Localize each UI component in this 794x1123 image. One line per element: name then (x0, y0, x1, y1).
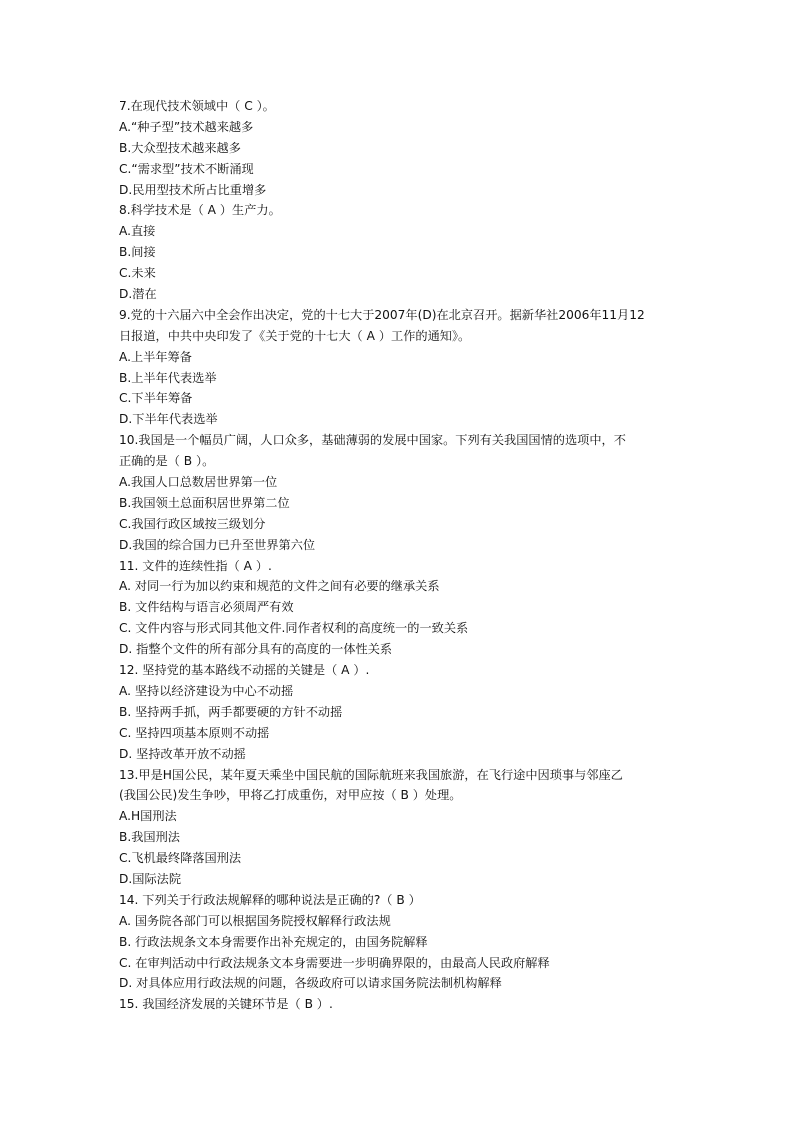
q8-option-c: C.未来 (119, 266, 156, 281)
q11-option-d: D. 指整个文件的所有部分具有的高度的一体性关系 (119, 642, 393, 657)
q12-option-d: D. 坚持改革开放不动摇 (119, 746, 246, 761)
q13-option-a: A.H国刑法 (119, 809, 177, 824)
q9-option-b: B.上半年代表选举 (119, 370, 217, 385)
q10-option-d: D.我国的综合国力已升至世界第六位 (119, 537, 316, 552)
q10-option-b: B.我国领土总面积居世界第二位 (119, 495, 290, 510)
document-body (119, 96, 719, 1015)
q7-option-c: C.“需求型”技术不断涌现 (119, 161, 254, 176)
q14-option-b: B. 行政法规条文本身需要作出补充规定的，由国务院解释 (119, 934, 428, 949)
q12-option-a: A. 坚持以经济建设为中心不动摇 (119, 683, 294, 698)
q11-option-c: C. 文件内容与形式同其他文件.同作者权利的高度统一的一致关系 (119, 621, 469, 636)
question-12: 12. 坚持党的基本路线不动摇的关键是（ A ）. (119, 663, 370, 678)
question-15: 15. 我国经济发展的关键环节是（ B ）. (119, 997, 333, 1012)
q13-option-d: D.国际法院 (119, 871, 182, 886)
q9-option-d: D.下半年代表选举 (119, 412, 218, 427)
question-9-line-2: 日报道，中共中央印发了《关于党的十七大（ A ）工作的通知》。 (119, 328, 471, 343)
q8-option-b: B.间接 (119, 245, 156, 260)
q11-option-b: B. 文件结构与语言必须周严有效 (119, 600, 294, 615)
question-9-line-1: 9.党的十六届六中全会作出决定，党的十七大于2007年(D)在北京召开。据新华社2006年11月12 (119, 307, 645, 322)
q11-option-a: A. 对同一行为加以约束和规范的文件之间有必要的继承关系 (119, 579, 440, 594)
q9-option-a: A.上半年筹备 (119, 349, 192, 364)
q9-option-c: C.下半年筹备 (119, 391, 193, 406)
q12-option-b: B. 坚持两手抓，两手都要硬的方针不动摇 (119, 704, 343, 719)
q13-option-c: C.飞机最终降落国刑法 (119, 851, 242, 866)
question-13-line-2: (我国公民)发生争吵，甲将乙打成重伤，对甲应按（ B ）处理。 (119, 788, 462, 803)
q14-option-a: A. 国务院各部门可以根据国务院授权解释行政法规 (119, 913, 391, 928)
q12-option-c: C. 坚持四项基本原则不动摇 (119, 725, 270, 740)
question-11: 11. 文件的连续性指（ A ）. (119, 558, 272, 573)
question-8: 8.科学技术是（ A ）生产力。 (119, 203, 281, 218)
q8-option-a: A.直接 (119, 224, 156, 239)
question-13-line-1: 13.甲是H国公民，某年夏天乘坐中国民航的国际航班来我国旅游，在飞行途中因琐事与邻座乙 (119, 767, 623, 782)
q7-option-a: A.“种子型”技术越来越多 (119, 119, 254, 134)
q8-option-d: D.潜在 (119, 287, 157, 302)
question-7: 7.在现代技术领域中（ C ）。 (119, 99, 275, 113)
question-10-line-1: 10.我国是一个幅员广阔，人口众多，基础薄弱的发展中国家。下列有关我国国情的选项中，不 (119, 433, 626, 448)
q7-option-d: D.民用型技术所占比重增多 (119, 182, 267, 197)
q7-option-b: B.大众型技术越来越多 (119, 140, 241, 155)
q10-option-c: C.我国行政区域按三级划分 (119, 516, 266, 531)
question-10-line-2: 正确的是（ B ）。 (119, 454, 215, 469)
q13-option-b: B.我国刑法 (119, 830, 180, 845)
question-14: 14. 下列关于行政法规解释的哪种说法是正确的?（ B ） (119, 892, 421, 907)
q10-option-a: A.我国人口总数居世界第一位 (119, 475, 278, 490)
q14-option-c: C. 在审判活动中行政法规条文本身需要进一步明确界限的，由最高人民政府解释 (119, 955, 550, 970)
q14-option-d: D. 对具体应用行政法规的问题，各级政府可以请求国务院法制机构解释 (119, 976, 502, 991)
